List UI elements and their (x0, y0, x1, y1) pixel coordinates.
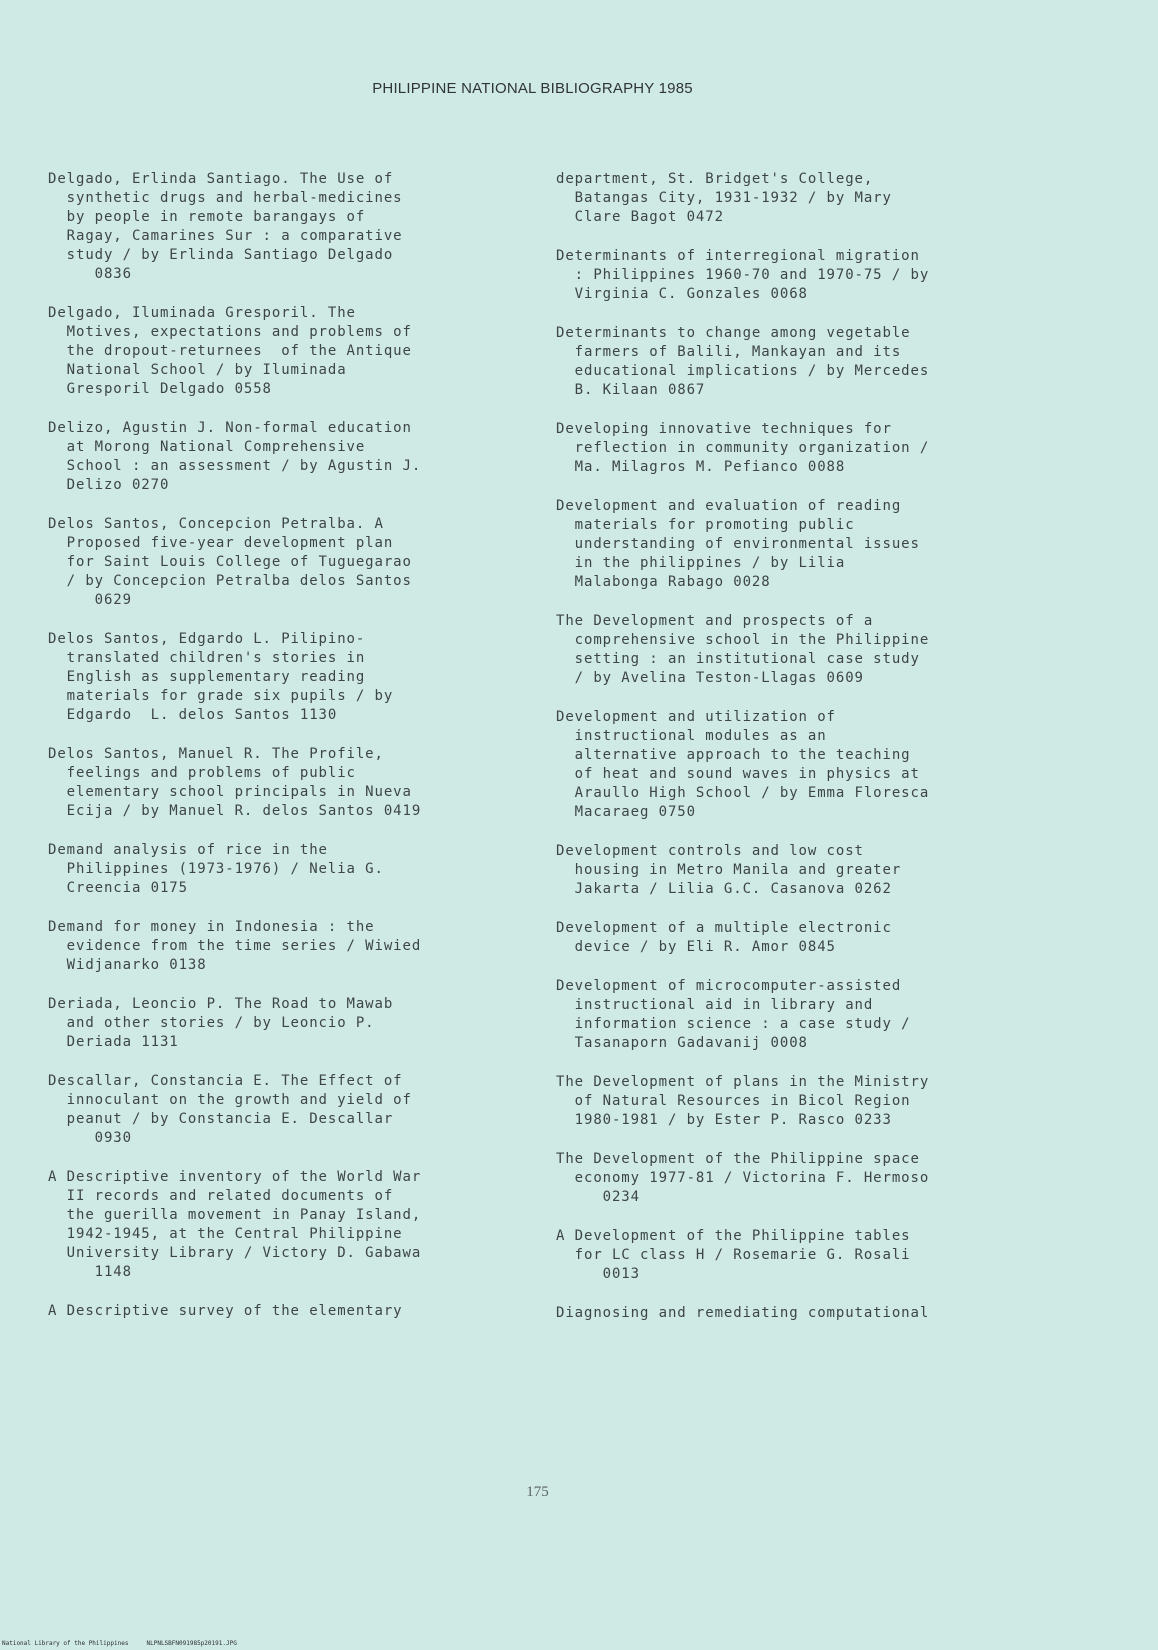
bibliography-entry: Demand for money in Indonesia : the evidence from the time series / Wiwied Widjanarko 0138 (48, 919, 422, 973)
bibliography-entry: A Descriptive inventory of the World War II records and related documents of the guerilla movement in Panay Island, 1942-1945, at the Central Philippine University Library / Victory D. Gabawa 1148 (48, 1169, 422, 1280)
bibliography-entry: Development controls and low cost housing in Metro Manila and greater Jakarta / Lilia G.C. Casanova 0262 (556, 843, 902, 897)
bibliography-entry: Delgado, Erlinda Santiago. The Use of synthetic drugs and herbal-medicines by people in remote barangays of Ragay, Camarines Sur : a comparative study / by Erlinda Santiago Delgado 0836 (48, 171, 403, 282)
bibliography-entry: Delos Santos, Concepcion Petralba. A Proposed five-year development plan for Saint Louis College of Tuguegarao / by Concepcion Petralba delos Santos 0629 (48, 516, 412, 608)
bibliography-entry: Determinants to change among vegetable farmers of Balili, Mankayan and its educational implications / by Mercedes B. Kilaan 0867 (556, 325, 930, 398)
bibliography-entry: Diagnosing and remediating computational (556, 1305, 930, 1321)
page-title: PHILIPPINE NATIONAL BIBLIOGRAPHY 1985 (372, 80, 693, 97)
bibliography-entry: Delgado, Iluminada Gresporil. The Motives, expectations and problems of the dropout-returnees of the Antique National School / by Iluminada Gresporil Delgado 0558 (48, 305, 412, 397)
bibliography-entry: Delizo, Agustin J. Non-formal education at Morong National Comprehensive School : an assessment / by Agustin J. Delizo 0270 (48, 420, 422, 493)
left-column (48, 170, 518, 1341)
bibliography-entry: Determinants of interregional migration : Philippines 1960-70 and 1970-75 / by Virginia C. Gonzales 0068 (556, 248, 930, 302)
bibliography-entry: The Development of the Philippine space economy 1977-81 / Victorina F. Hermoso 0234 (556, 1151, 930, 1205)
bibliography-entry: Development and utilization of instructional modules as an alternative approach to the teaching of heat and sound waves in physics at Araullo High School / by Emma Floresca Macaraeg 0750 (556, 709, 930, 820)
right-column (556, 170, 1026, 1343)
bibliography-entry: Deriada, Leoncio P. The Road to Mawab and other stories / by Leoncio P. Deriada 1131 (48, 996, 394, 1050)
page-number: 175 (526, 1484, 549, 1500)
bibliography-entry: department, St. Bridget's College, Batangas City, 1931-1932 / by Mary Clare Bagot 0472 (556, 171, 892, 225)
bibliography-entry: Development and evaluation of reading materials for promoting public understanding of environmental issues in the philippines / by Lilia Malabonga Rabago 0028 (556, 498, 920, 590)
bibliography-entry: The Development of plans in the Ministry of Natural Resources in Bicol Region 1980-1981 / by Ester P. Rasco 0233 (556, 1074, 930, 1128)
bibliography-entry: Demand analysis of rice in the Philippines (1973-1976) / Nelia G. Creencia 0175 (48, 842, 384, 896)
bibliography-entry: Development of microcomputer-assisted instructional aid in library and information science : a case study / Tasanaporn Gadavanij 0008 (556, 978, 911, 1051)
scan-footer: National Library of the Philippines NLPNLSBFN091985p20191.JPG (2, 1640, 237, 1647)
bibliography-entry: Delos Santos, Manuel R. The Profile, feelings and problems of public elementary school principals in Nueva Ecija / by Manuel R. delos Santos 0419 (48, 746, 422, 819)
bibliography-entry: Development of a multiple electronic device / by Eli R. Amor 0845 (556, 920, 892, 955)
bibliography-entry: A Development of the Philippine tables for LC class H / Rosemarie G. Rosali 0013 (556, 1228, 911, 1282)
bibliography-entry: Descallar, Constancia E. The Effect of innoculant on the growth and yield of peanut / by Constancia E. Descallar 0930 (48, 1073, 412, 1146)
bibliography-entry: Developing innovative techniques for reflection in community organization / Ma. Milagros M. Pefianco 0088 (556, 421, 930, 475)
bibliography-entry: Delos Santos, Edgardo L. Pilipino- translated children's stories in English as supplementary reading materials for grade six pupils / by Edgardo L. delos Santos 1130 (48, 631, 394, 723)
bibliography-entry: The Development and prospects of a comprehensive school in the Philippine setting : an institutional case study / by Avelina Teston-Llagas 0609 (556, 613, 930, 686)
bibliography-entry: A Descriptive survey of the elementary (48, 1303, 403, 1319)
